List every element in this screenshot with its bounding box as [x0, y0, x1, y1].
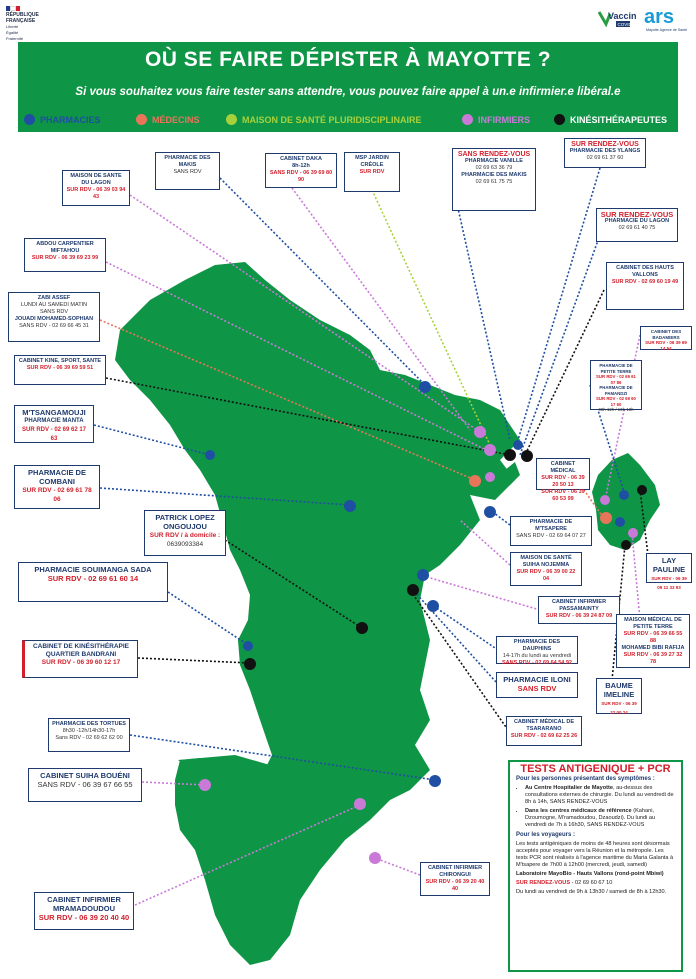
- pharmacy-point: [205, 450, 215, 460]
- rf-line: Fraternité: [6, 36, 24, 41]
- line-dauphins: [432, 605, 498, 650]
- info-section-travellers: Pour les voyageurs :: [516, 832, 576, 838]
- label-kine-sport: CABINET KINE, SPORT, SANTE SUR RDV - 06 39 69 59 51: [14, 355, 106, 385]
- tests-info-box: [508, 760, 683, 972]
- label-patrick-lopez: PATRICK LOPEZ ONGOUJOU SUR RDV / à domicile : 0639093384: [144, 510, 226, 556]
- label-passamainty: CABINET INFIRMIER PASSAMAINTY SUR RDV - 06 39 24 87 09: [538, 596, 620, 624]
- label-combani: PHARMACIE DE COMBANI SUR RDV - 02 69 61 78 06: [14, 465, 100, 509]
- kine-point: [356, 622, 368, 634]
- label-souimanga: PHARMACIE SOUIMANGA SADA SUR RDV - 02 69 61 60 14: [18, 562, 168, 602]
- label-sans-rdv-pharmas: SANS RENDEZ-VOUS PHARMACIE VANILLE 02 69 63 36 79 PHARMACIE DES MAKIS 02 69 61 75 75: [452, 148, 536, 211]
- label-ylangs: SUR RENDEZ-VOUS PHARMACIE DES YLANGS 02 69 61 37 60: [564, 138, 646, 168]
- kine-point: [637, 485, 647, 495]
- nurse-point: [484, 444, 496, 456]
- label-tortues: PHARMACIE DES TORTUES 8h30 -12h/14h30-17h Sans RDV - 02 69 62 62 00: [48, 718, 130, 752]
- pharmacy-point: [615, 517, 625, 527]
- line-petite-terre-med: [632, 533, 640, 620]
- pharmacy-point: [417, 569, 429, 581]
- label-mramadoudou: CABINET INFIRMIER MRAMADOUDOU SUR RDV - 06 39 20 40 40: [34, 892, 134, 930]
- kine-point: [504, 449, 516, 461]
- ars-sub: Mayotte Agence de Santé: [646, 28, 688, 32]
- doctor-point: [469, 475, 481, 487]
- kine-point: [621, 540, 631, 550]
- label-lay-pauline: LAY PAULINE SUR RDV - 06 39 09 11 33 93: [646, 553, 692, 583]
- label-badamiers: CABINET DES BADAMIERS SUR RDV - 06 39 69 14 54: [640, 326, 692, 350]
- label-iloni: PHARMACIE ILONI SANS RDV: [496, 672, 578, 698]
- label-msp-creole: MSP JARDIN CRÉOLE SUR RDV: [344, 152, 400, 192]
- label-dauphins: PHARMACIE DES DAUPHINS 14-17h du lundi au vendredi SANS RDV - 02 69 64 54 92: [496, 636, 578, 664]
- label-cabinet-daka: CABINET DAKA 8h-12h SANS RDV - 06 39 69 80 90: [265, 153, 337, 188]
- label-mtsangamouji: M'TSANGAMOUJI PHARMACIE MANTA SUR RDV - 02 69 62 17 63: [14, 405, 94, 443]
- info-list: [516, 785, 675, 829]
- label-kine-bandrani: CABINET DE KINÉSITHÉRAPIE QUARTIER BANDRANI SUR RDV - 06 39 60 12 17: [22, 640, 138, 678]
- pharmacy-point: [427, 600, 439, 612]
- label-noj: MAISON DE SANTÉ SUIHA NOJEMMA SUR RDV - 06 39 00 22 04: [510, 552, 582, 586]
- info-paragraph: Les tests antigéniques de moins de 48 heures sont désormais acceptés pour voyager vers la Réunion et la métropole. Les tests PCR sont réalisés à l'agence maritime du Mariа Galanta à M'tsapere de 7h00 à 12h00 (mercredi, jeudi, samedi): [516, 841, 674, 868]
- legend-item-pharmacies: PHARMACIES: [24, 114, 101, 125]
- pharmacy-point: [243, 641, 253, 651]
- label-baume-imeline: BAUME IMELINE SUR RDV - 06 39 22 00 24: [596, 678, 642, 714]
- kine-point: [521, 450, 533, 462]
- line-noj: [460, 520, 510, 565]
- kine-point: [407, 584, 419, 596]
- legend-item-infirmiers: INFIRMIERS: [462, 114, 530, 125]
- legend-item-kines: KINÉSITHÉRAPEUTES: [554, 114, 667, 125]
- label-petite-terre-pharmas: PHARMACIE DE PETITE TERRE SUR RDV - 02 69 61 07 86 PHARMACIE DE PAMANDZI SUR RDV - 02 69 60 17 60 08h-12h / 13h-18h: [590, 360, 642, 410]
- label-maison-lagon: MAISON DE SANTE DU LAGON SUR RDV - 06 39 03 94 43: [62, 170, 130, 206]
- rf-line: FRANÇAISE: [6, 18, 36, 24]
- nurse-point: [628, 528, 638, 538]
- nurse-point: [199, 779, 211, 791]
- rf-line: Égalité: [6, 30, 19, 35]
- label-pharma-lagon: SUR RENDEZ-VOUS PHARMACIE DU LAGON 02 69 61 40 75: [596, 208, 678, 242]
- label-zabi: ZABI ASSEF LUNDI AU SAMEDI MATIN SANS RDV JOUADI MOHAMED-SOPHIAN SANS RDV - 02 69 66 45 31: [8, 292, 100, 342]
- vaccin-label: Vaccin: [608, 11, 637, 21]
- rf-line: Liberté: [6, 24, 19, 29]
- nurse-point: [474, 426, 486, 438]
- info-item: • Au Centre Hospitalier de Mayotte, au-dessus des consultations externes de chirurgie. Du lundi au vendredi de 8h à 14h, SANS RENDEZ-VOUS: [525, 785, 675, 806]
- line-lagon: [520, 235, 600, 455]
- legend-item-maison-sante: MAISON DE SANTÉ PLURIDISCIPLINAIRE: [226, 114, 422, 125]
- label-pharma-makis: PHARMACIE DES MAKIS SANS RDV: [155, 152, 220, 190]
- info-section-symptoms: Pour les personnes présentant des symptômes :: [516, 776, 655, 782]
- vaccin-sub: COVID: [617, 22, 632, 27]
- nurse-point: [369, 852, 381, 864]
- legend-item-medecins: MÉDECINS: [136, 114, 200, 125]
- pharmacy-point: [419, 381, 431, 393]
- nurse-point: [600, 495, 610, 505]
- info-item: • Dans les centres médicaux de référence (Kahani, Dzoumogne, M'ramadoudou, Dzaoudzi). Du lundi au vendredi de 7h à 16h30, SANS RENDEZ-VOUS: [525, 808, 675, 829]
- label-cabinet-medical: CABINET MÉDICAL SUR RDV - 06 39 20 50 13 SUR RDV - 06 39 60 53 99: [536, 458, 590, 490]
- label-abdou: ABDOU CARPENTIER MIFTAHOU SUR RDV - 06 39 69 23 99: [24, 238, 106, 272]
- doctor-point: [600, 512, 612, 524]
- info-title: TESTS ANTIGENIQUE + PCR: [520, 763, 671, 775]
- kine-point: [244, 658, 256, 670]
- line-chirongui: [375, 858, 420, 875]
- line-bandrani: [138, 658, 250, 663]
- rf-line: RÉPUBLIQUE: [6, 12, 39, 18]
- label-tsararano: CABINET MÉDICAL DE TSARARANO SUR RDV - 02 69 62 25 26: [506, 716, 582, 746]
- label-mtsapere: PHARMACIE DE M'TSAPERE SANS RDV - 02 69 64 07 27: [510, 516, 592, 546]
- page-title: OÙ SE FAIRE DÉPISTER À MAYOTTE ?: [144, 48, 552, 71]
- info-paragraph: Laboratoire MayoBio - Hauts Vallons (rond-point Mbiwi): [516, 871, 664, 877]
- label-soiha-boueni: CABINET SUIHA BOUÉNI SANS RDV - 06 39 67 66 55: [28, 768, 142, 802]
- nurse-point: [354, 798, 366, 810]
- pharmacy-point: [513, 440, 523, 450]
- page-subtitle: Si vous souhaitez vous faire tester sans attendre, vous pouvez faire appel à un.e infirmier.e libéral.e: [75, 86, 621, 98]
- label-hauts-vallons: CABINET DES HAUTS VALLONS SUR RDV - 02 69 60 19 49: [606, 262, 684, 310]
- pharmacy-point: [484, 506, 496, 518]
- pharmacy-point: [619, 490, 629, 500]
- info-paragraph: Du lundi au vendredi de 9h à 13h30 / samedi de 8h à 12h30.: [516, 889, 667, 895]
- line-souimanga: [168, 592, 248, 645]
- nurse-point: [485, 472, 495, 482]
- pharmacy-point: [344, 500, 356, 512]
- info-paragraph: SUR RENDEZ-VOUS - 02 69 60 67 10: [516, 880, 613, 886]
- label-chirongui: CABINET INFIRMIER CHIRONGUI SUR RDV - 06 39 20 40 40: [420, 862, 490, 896]
- pharmacy-point: [429, 775, 441, 787]
- label-petite-terre-medical: MAISON MÉDICAL DE PETITE TERRE SUR RDV - 06 39 66 55 88 MOHAMED BIBI RAFIJA SUR RDV - 06 39 27 32 78: [616, 614, 690, 668]
- ars-label: ars: [644, 6, 675, 28]
